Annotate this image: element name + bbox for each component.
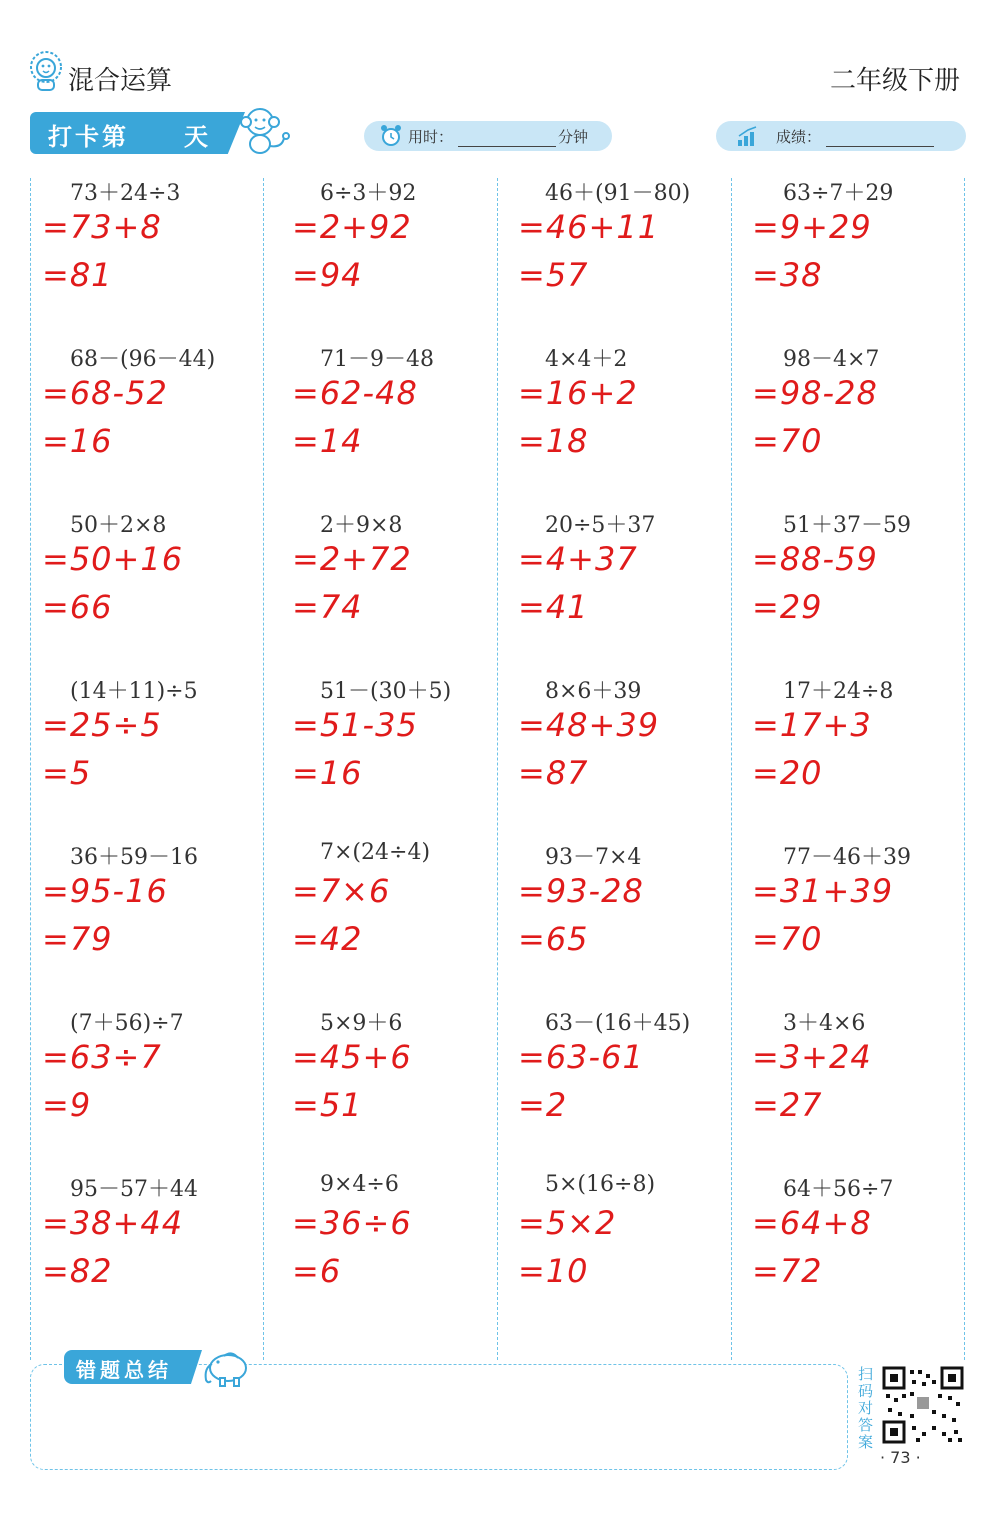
checkin-day-suffix: 天: [184, 123, 208, 151]
time-unit: 分钟: [558, 128, 589, 146]
handwritten-step: =45+6: [292, 1038, 412, 1076]
handwritten-answer: =16: [292, 754, 363, 792]
handwritten-answer: =82: [42, 1252, 113, 1290]
problem-expression: 50＋2×8: [70, 513, 167, 538]
problem-expression: 77－46＋39: [783, 845, 911, 870]
column-divider: [731, 178, 732, 1360]
handwritten-step: =48+39: [518, 706, 660, 744]
problem-expression: 7×(24÷4): [320, 840, 431, 865]
handwritten-answer: =29: [752, 588, 823, 626]
handwritten-step: =36÷6: [292, 1204, 412, 1242]
handwritten-answer: =9: [42, 1086, 92, 1124]
handwritten-answer: =16: [42, 422, 113, 460]
score-label: 成绩：: [776, 128, 822, 146]
handwritten-answer: =51: [292, 1086, 363, 1124]
handwritten-step: =4+37: [518, 540, 638, 578]
handwritten-answer: =20: [752, 754, 823, 792]
handwritten-step: =5×2: [518, 1204, 617, 1242]
elephant-icon: [198, 1344, 252, 1388]
alarm-clock-icon: [380, 124, 402, 148]
problem-expression: 51＋37－59: [783, 513, 911, 538]
handwritten-step: =88-59: [752, 540, 878, 578]
time-label: 用时：: [408, 128, 454, 146]
column-divider: [263, 178, 264, 1360]
problem-expression: 17＋24÷8: [783, 679, 894, 704]
problem-expression: 20÷5＋37: [545, 513, 656, 538]
handwritten-answer: =42: [292, 920, 363, 958]
handwritten-answer: =74: [292, 588, 363, 626]
handwritten-answer: =5: [42, 754, 92, 792]
handwritten-answer: =27: [752, 1086, 823, 1124]
problem-expression: 5×(16÷8): [545, 1172, 656, 1197]
handwritten-answer: =41: [518, 588, 589, 626]
problem-expression: 8×6＋39: [545, 679, 642, 704]
problem-expression: 9×4÷6: [320, 1172, 399, 1197]
handwritten-step: =46+11: [518, 208, 660, 246]
lion-logo-icon: [28, 50, 64, 92]
problem-expression: 51－(30＋5): [320, 679, 452, 704]
page-number: · 73 ·: [880, 1448, 921, 1467]
handwritten-step: =9+29: [752, 208, 872, 246]
problem-expression: 63－(16＋45): [545, 1011, 691, 1036]
handwritten-answer: =57: [518, 256, 589, 294]
problem-expression: 73＋24÷3: [70, 181, 181, 206]
handwritten-step: =7×6: [292, 872, 391, 910]
handwritten-step: =51-35: [292, 706, 418, 744]
handwritten-answer: =38: [752, 256, 823, 294]
handwritten-step: =31+39: [752, 872, 894, 910]
handwritten-answer: =87: [518, 754, 589, 792]
problem-expression: 3＋4×6: [783, 1011, 866, 1036]
handwritten-step: =95-16: [42, 872, 168, 910]
handwritten-answer: =10: [518, 1252, 589, 1290]
mistake-summary-label: 错题总结: [76, 1358, 172, 1382]
handwritten-step: =63-61: [518, 1038, 644, 1076]
score-input-line[interactable]: [826, 146, 934, 147]
handwritten-answer: =70: [752, 422, 823, 460]
problem-expression: 63÷7＋29: [783, 181, 894, 206]
handwritten-answer: =65: [518, 920, 589, 958]
problem-expression: 95－57＋44: [70, 1177, 198, 1202]
qr-caption: 扫码对答案: [858, 1365, 874, 1451]
grade-label: 二年级下册: [829, 66, 960, 96]
score-chart-icon: [736, 124, 762, 148]
handwritten-answer: =2: [518, 1086, 568, 1124]
handwritten-answer: =79: [42, 920, 113, 958]
problem-expression: 64＋56÷7: [783, 1177, 894, 1202]
problem-expression: 68－(96－44): [70, 347, 216, 372]
handwritten-step: =93-28: [518, 872, 644, 910]
handwritten-step: =63÷7: [42, 1038, 162, 1076]
problem-expression: 4×4＋2: [545, 347, 628, 372]
handwritten-step: =17+3: [752, 706, 872, 744]
monkey-icon: [232, 102, 292, 158]
handwritten-step: =2+92: [292, 208, 412, 246]
handwritten-answer: =72: [752, 1252, 823, 1290]
problem-expression: 5×9＋6: [320, 1011, 403, 1036]
problem-expression: 98－4×7: [783, 347, 880, 372]
handwritten-answer: =94: [292, 256, 363, 294]
handwritten-step: =3+24: [752, 1038, 872, 1076]
handwritten-step: =50+16: [42, 540, 184, 578]
problem-expression: 46＋(91－80): [545, 181, 691, 206]
handwritten-answer: =81: [42, 256, 113, 294]
problem-expression: (7＋56)÷7: [70, 1011, 184, 1036]
problem-expression: 36＋59－16: [70, 845, 198, 870]
handwritten-step: =68-52: [42, 374, 168, 412]
handwritten-step: =2+72: [292, 540, 412, 578]
column-divider: [964, 178, 965, 1360]
handwritten-step: =25÷5: [42, 706, 162, 744]
problem-expression: 6÷3＋92: [320, 181, 417, 206]
column-divider: [497, 178, 498, 1360]
handwritten-step: =64+8: [752, 1204, 872, 1242]
qr-code-icon[interactable]: [882, 1366, 964, 1444]
handwritten-step: =38+44: [42, 1204, 184, 1242]
column-divider: [30, 178, 31, 1360]
time-input-line[interactable]: [458, 146, 556, 147]
handwritten-answer: =70: [752, 920, 823, 958]
handwritten-step: =16+2: [518, 374, 638, 412]
handwritten-answer: =14: [292, 422, 363, 460]
problem-expression: (14＋11)÷5: [70, 679, 198, 704]
problem-expression: 71－9－48: [320, 347, 434, 372]
problem-expression: 2＋9×8: [320, 513, 403, 538]
checkin-label: 打卡第: [48, 123, 129, 151]
handwritten-answer: =18: [518, 422, 589, 460]
handwritten-step: =62-48: [292, 374, 418, 412]
page-title: 混合运算: [68, 66, 173, 96]
handwritten-step: =98-28: [752, 374, 878, 412]
handwritten-answer: =6: [292, 1252, 342, 1290]
handwritten-answer: =66: [42, 588, 113, 626]
problem-expression: 93－7×4: [545, 845, 642, 870]
handwritten-step: =73+8: [42, 208, 162, 246]
